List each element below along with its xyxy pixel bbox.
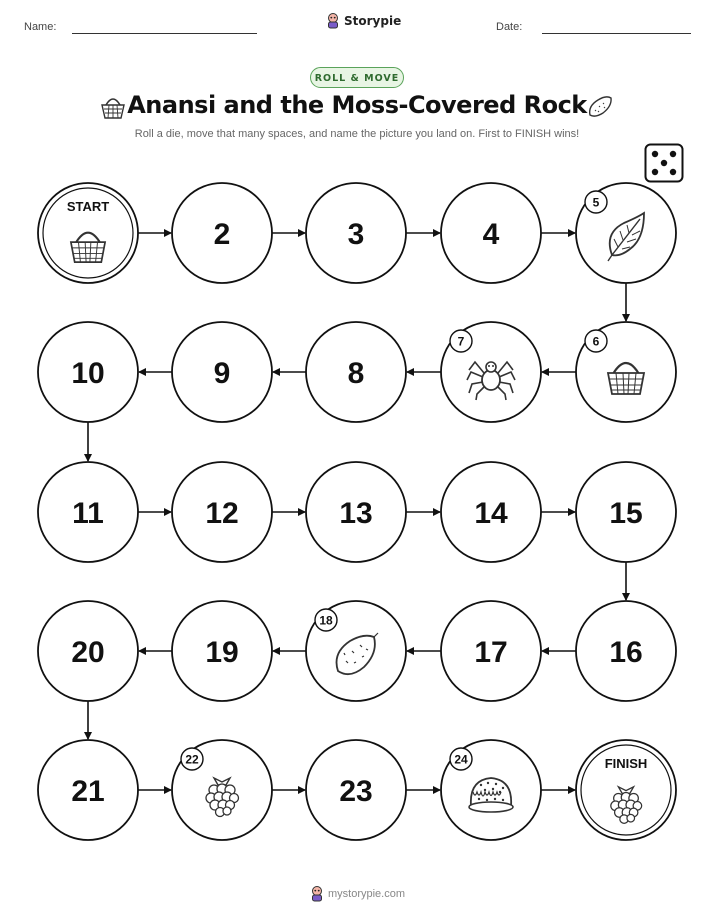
space-number: 20 <box>71 636 105 669</box>
space-number: 10 <box>71 357 105 390</box>
space-11 <box>38 462 138 562</box>
space-label: FINISH <box>604 756 648 771</box>
space-10 <box>38 322 138 422</box>
space-3 <box>306 183 406 283</box>
space-21 <box>38 740 138 840</box>
space-13 <box>306 462 406 562</box>
brand-name: Storypie <box>344 14 402 28</box>
space-number: 7 <box>457 334 465 349</box>
space-number: 6 <box>592 334 600 349</box>
space-number: 18 <box>319 613 333 628</box>
space-start <box>38 183 138 283</box>
space-number: 17 <box>474 636 508 669</box>
space-4 <box>441 183 541 283</box>
space-number: 9 <box>213 357 231 390</box>
space-15 <box>576 462 676 562</box>
space-number: 13 <box>339 497 373 530</box>
space-7 <box>441 322 541 422</box>
space-9 <box>172 322 272 422</box>
space-6 <box>576 322 676 422</box>
space-number: 4 <box>482 218 500 251</box>
space-number: 23 <box>339 775 373 808</box>
space-23 <box>306 740 406 840</box>
space-number: 14 <box>474 497 508 530</box>
space-number: 8 <box>347 357 365 390</box>
space-number: 22 <box>185 752 199 767</box>
space-number-badge <box>585 191 607 213</box>
space-finish <box>576 740 676 840</box>
space-number: 15 <box>609 497 643 530</box>
space-label: START <box>66 199 110 214</box>
space-number-badge <box>450 330 472 352</box>
name-label: Name: <box>24 21 57 33</box>
space-16 <box>576 601 676 701</box>
space-number: 16 <box>609 636 643 669</box>
space-12 <box>172 462 272 562</box>
space-number: 11 <box>72 497 104 530</box>
space-number: 2 <box>213 218 231 251</box>
page-title: Anansi and the Moss-Covered Rock <box>127 91 587 119</box>
space-number: 5 <box>592 195 600 210</box>
space-2 <box>172 183 272 283</box>
space-5 <box>576 183 676 283</box>
space-19 <box>172 601 272 701</box>
footer <box>310 886 405 902</box>
space-number: 19 <box>205 636 239 669</box>
space-18 <box>306 601 406 701</box>
roll-move-badge: ROLL & MOVE <box>310 67 404 88</box>
space-24 <box>441 740 541 840</box>
space-14 <box>441 462 541 562</box>
instructions: Roll a die, move that many spaces, and name the picture you land on. First to FINISH wins! <box>134 128 580 140</box>
space-number-badge <box>315 609 337 631</box>
space-number: 24 <box>454 752 468 767</box>
space-number: 3 <box>347 218 365 251</box>
mascot-icon <box>310 886 324 902</box>
space-number: 21 <box>71 775 105 808</box>
space-8 <box>306 322 406 422</box>
space-17 <box>441 601 541 701</box>
space-number-badge <box>450 748 472 770</box>
space-number: 12 <box>205 497 239 530</box>
date-label: Date: <box>496 21 523 33</box>
footer-url: mystorypie.com <box>328 888 406 900</box>
space-20 <box>38 601 138 701</box>
space-22 <box>172 740 272 840</box>
space-number-badge <box>585 330 607 352</box>
space-number-badge <box>181 748 203 770</box>
